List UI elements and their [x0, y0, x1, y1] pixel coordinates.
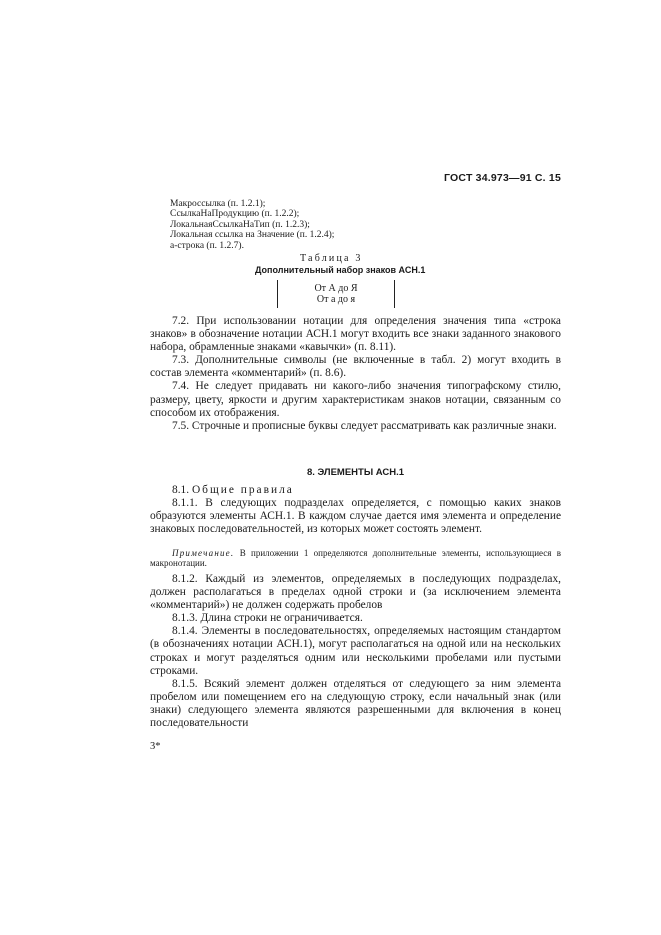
note — [150, 548, 561, 568]
paragraph: 8.1.3. Длина строки не ограничивается. — [172, 612, 363, 625]
table-box — [277, 280, 395, 308]
reference-item: ЛокальнаяСсылкаНаТип (п. 1.2.3); — [170, 219, 310, 230]
paragraph: 7.3. Дополнительные символы (не включенные в табл. 2) могут входить в состав элемента «комментарий» (п. 8.6). — [150, 354, 561, 380]
paragraph: 7.5. Строчные и прописные буквы следует рассматривать как различные знаки. — [172, 419, 557, 432]
reference-list — [170, 199, 334, 251]
subsection-number: 8.1. — [172, 484, 190, 496]
paragraph: 8.1.4. Элементы в последовательностях, определяемых настоящим стандартом (в обозначениях нотации АСН.1), могут располагаться на одной или на нескольких строках и могут разделяться одним или несколькими пробелами или пустыми строками. — [150, 625, 561, 677]
subsection-heading — [150, 484, 561, 497]
paragraph: 7.4. Не следует придавать ни какого-либо значения типографскому стилю, размеру, цвету, яркости и другим характеристикам знаков нотации, связанным со способом их отображения. — [150, 380, 561, 419]
table-row: От а до я — [316, 294, 356, 305]
reference-item: СсылкаНаПродукцию (п. 1.2.2); — [170, 209, 300, 220]
table-caption: Таблица 3 — [300, 253, 363, 264]
note-label: Примечание. — [172, 548, 235, 558]
subsection-title: Общие правила — [191, 484, 294, 496]
reference-item: а-строка (п. 1.2.7). — [170, 240, 244, 251]
table-title: Дополнительный набор знаков АСН.1 — [255, 265, 426, 275]
note-text: В приложении 1 определяются дополнительные элементы, использующиеся в макронотации. — [150, 548, 562, 568]
paragraph: 8.1.5. Всякий элемент должен отделяться от следующего за ним элемента пробелом или помещением его на следующую строку, если начальный знак (или знаки) следующего элемента являются разрешенными для включения в конец последовательности — [150, 677, 561, 730]
paragraph: 8.1.1. В следующих подразделах определяется, с помощью каких знаков образуются элементы АСН.1. В каждом случае дается имя элемента и определение знаковых последовательностей, из которых может состоять элемент. — [150, 497, 561, 536]
page-footer-mark: 3* — [150, 741, 161, 752]
paragraphs-section-7 — [150, 315, 561, 433]
paragraph: 8.1.2. Каждый из элементов, определяемых в последующих подразделах, должен располагаться в пределах одной строки и (за исключением элемента «комментарий») не должен содержать пробелов — [150, 573, 561, 612]
reference-item: Локальная ссылка на Значение (п. 1.2.4); — [170, 230, 335, 241]
paragraphs-section-8-1 — [150, 484, 561, 536]
page-header: ГОСТ 34.973—91 С. 15 — [444, 172, 561, 184]
section-title: 8. ЭЛЕМЕНТЫ АСН.1 — [306, 467, 405, 478]
paragraph: 7.2. При использовании нотации для определения значения типа «строка знаков» в обозначение нотации АСН.1 могут входить все знаки заданного знакового набора, обрамленные знаками «кавычки» (п. 8.11). — [150, 315, 561, 354]
reference-item: Макроссылка (п. 1.2.1); — [170, 199, 266, 209]
table-row: От А до Я — [314, 283, 358, 294]
paragraphs-section-8-1-cont — [150, 573, 561, 730]
